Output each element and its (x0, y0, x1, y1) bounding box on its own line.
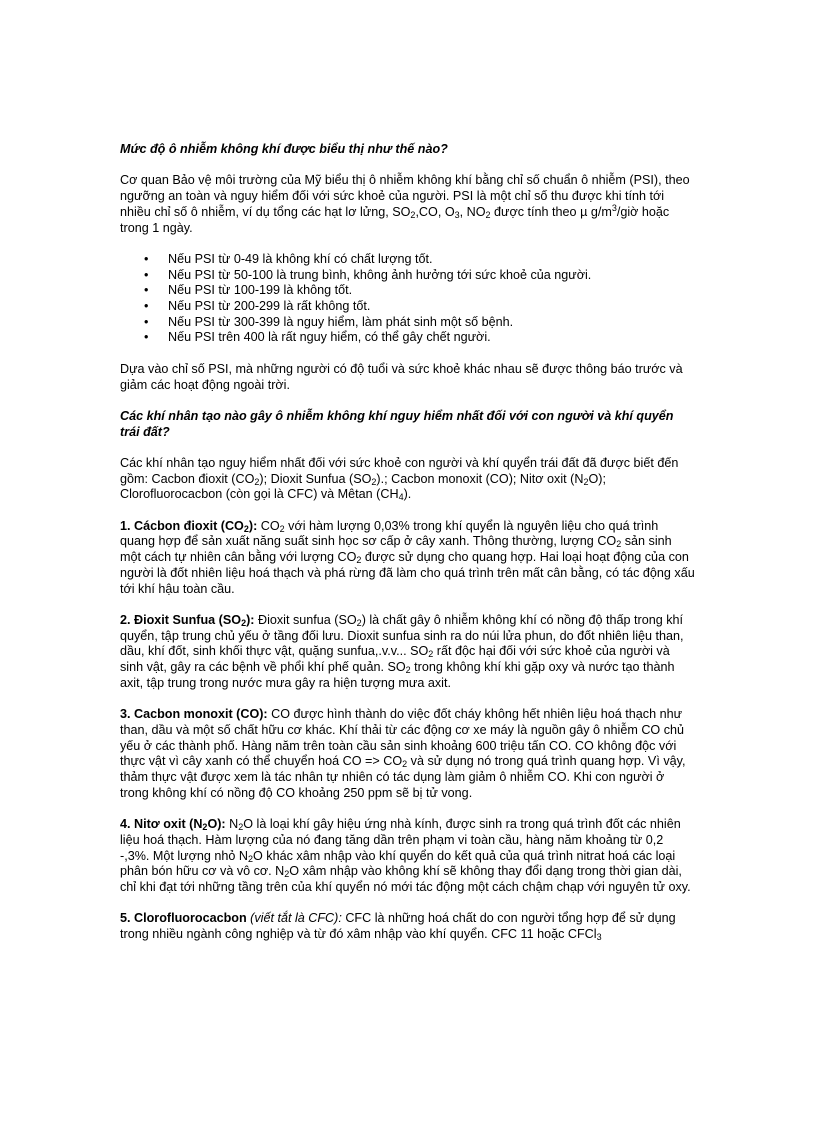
co-title: 3. Cacbon monoxit (CO): (120, 707, 268, 722)
cfc-number: 5 (120, 911, 128, 926)
heading-dangerous-gases: Các khí nhân tạo nào gây ô nhiễm không khí nguy hiểm nhất đối với con người và khí quyển trái đất? (120, 408, 674, 439)
list-item: • Nếu PSI từ 200-299 là rất không tốt. (120, 299, 696, 315)
list-item: • Nếu PSI từ 100-199 là không tốt. (120, 283, 696, 299)
list-item: • Nếu PSI trên 400 là rất nguy hiểm, có thể gây chết người. (120, 330, 696, 346)
paragraph-psi-note: Dựa vào chỉ số PSI, mà những người có độ tuổi và sức khoẻ khác nhau sẽ được thông báo trước và giảm các hoạt động ngoài trời. (120, 361, 683, 392)
document-page (120, 142, 696, 943)
heading-pollution-measure: Mức độ ô nhiễm không khí được biểu thị như thế nào? (120, 142, 448, 156)
paragraph-co: 3. Cacbon monoxit (CO): CO được hình thành do việc đốt cháy không hết nhiên liệu hoá thạch như than, dầu và một số chất hữu cơ khác. Khí thải từ các động cơ xe máy là nguồn gây ô nhiễm CO chủ yếu ở các thành phố. Hàng năm trên toàn cầu sản sinh khoảng 600 triệu tấn CO. CO không độc với thực vật vì cây xanh có thể chuyển hoá CO => $CO_2$ và sử dụng nó trong quá trình quang hợp. Vì vậy, thảm thực vật được xem là tác nhân tự nhiên có tác dụng làm giảm ô nhiễm CO. Khi con người ở trong không khí có nồng độ CO khoảng 250 ppm sẽ bị tử vong. (120, 707, 686, 800)
paragraph-n2o: 4. Nitơ oxit $(N_2O)$: $N_2O$ là loại khí gây hiệu ứng nhà kính, được sinh ra trong quá trình đốt các nhiên liệu hoá thạch. Hàm lượng của nó đang tăng dần trên phạm vi toàn cầu, hàng năm khoảng từ 0,2 -,3%. Một lượng nhỏ $N_2O$ khác xâm nhập vào khí quyển do kết quả của quá trình nitrat hoá các loại phân bón hữu cơ và vô cơ. $N_2O$ xâm nhập vào không khí sẽ không thay đổi dạng trong thời gian dài, chỉ khi đạt tới những tầng trên của khí quyển nó mới tác động một cách chậm chạp với nguyên tử oxy. (120, 817, 691, 894)
list-item: • Nếu PSI từ 0-49 là không khí có chất lượng tốt. (120, 252, 696, 268)
co2-title: 1. Cácbon đioxit $(CO_2)$: (120, 518, 258, 534)
n2o-title: 4. Nitơ oxit $(N_2O)$: (120, 817, 226, 833)
paragraph-psi-intro: Cơ quan Bảo vệ môi trường của Mỹ biểu thị ô nhiễm không khí bằng chỉ số chuẩn ô nhiễm (PSI), theo ngưỡng an toàn và nguy hiểm đối với sức khoẻ của người. PSI là một chỉ số thu được khi tính tới nhiều chỉ số ô nhiễm, ví dụ tổng các hạt lơ lửng, $SO_2,CO$, $O_3$, $NO_2$ được tính theo µ $g/m^3$/giờ hoặc trong 1 ngày. (120, 173, 690, 235)
list-item: • Nếu PSI từ 50-100 là trung bình, không ảnh hưởng tới sức khoẻ của người. (120, 268, 696, 284)
paragraph-so2: 2. Đioxit Sunfua $(SO_2)$: Đioxit sunfua $(SO_2)$ là chất gây ô nhiễm không khí có nồng độ thấp trong khí quyển, tập trung chủ yếu ở tầng đối lưu. Dioxit sunfua sinh ra do núi lửa phun, do đốt nhiên liệu than, dầu, khí đốt, sinh khối thực vật, quặng sunfua,.v.v... $SO_2$ rất độc hại đối với sức khoẻ của người và sinh vật, gây ra các bệnh về phổi khí phế quản. $SO_2$ trong không khí khi gặp oxy và nước tạo thành axit, tập trung trong nước mưa gây ra hiện tượng mưa axit. (120, 612, 684, 690)
paragraph-gases-intro: Các khí nhân tạo nguy hiểm nhất đối với sức khoẻ con người và khí quyển trái đất đã được biết đến gồm: Cacbon đioxit $(CO_2)$; Dioxit Sunfua $(SO_2)$.; Cacbon monoxit (CO); Nitơ oxit $(N_2O)$; Clorofluorocacbon (còn gọi là CFC) và Mêtan $(CH_4)$. (120, 455, 679, 503)
list-item: • Nếu PSI từ 300-399 là nguy hiểm, làm phát sinh một số bệnh. (120, 315, 696, 331)
cfc-abbreviation: (viết tắt là CFC): (246, 911, 342, 926)
so2-title: 2. Đioxit Sunfua $(SO_2)$: (120, 612, 255, 628)
paragraph-co2: 1. Cácbon đioxit $(CO_2)$: $CO_2$ với hàm lượng 0,03% trong khí quyển là nguyên liệu cho quá trình quang hợp để sản xuất năng suất sinh học sơ cấp ở cây xanh. Thông thường, lượng $CO_2$ sản sinh một cách tự nhiên cân bằng với lượng $CO_2$ được sử dụng cho quang hợp. Hai loại hoạt động của con người là đốt nhiên liệu hoá thạch và phá rừng đã làm cho quá trình trên mất cân bằng, có tác động xấu tới khí hậu toàn cầu. (120, 518, 695, 596)
psi-level-list (120, 252, 696, 346)
cfc-title: . Clorofluorocacbon (127, 911, 247, 926)
paragraph-cfc: 5. Clorofluorocacbon (viết tắt là CFC): CFC là những hoá chất do con người tổng hợp để sử dụng trong nhiều ngành công nghiệp và từ đó xâm nhập vào khí quyển. CFC 11 hoặc CFCl$_3$ (120, 911, 676, 942)
